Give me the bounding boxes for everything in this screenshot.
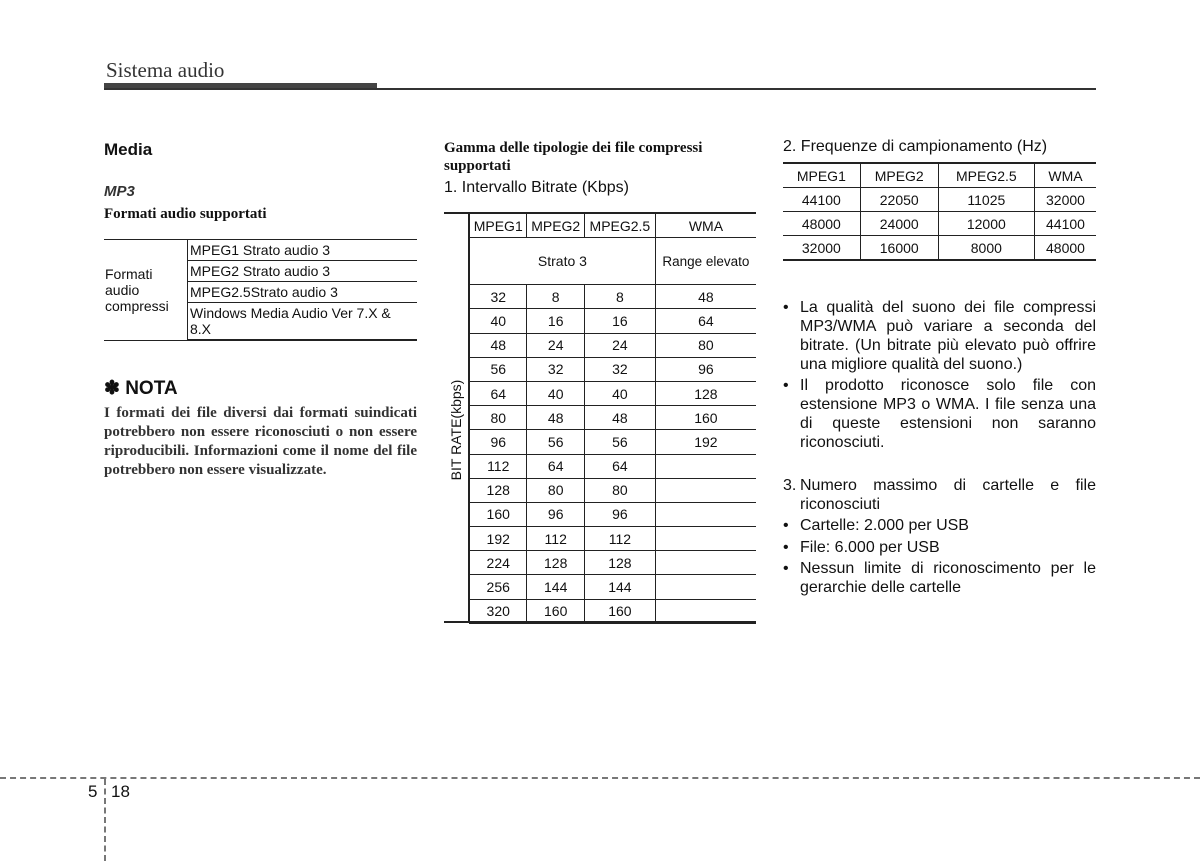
format-cell: MPEG2.5Strato audio 3 (188, 282, 418, 303)
table-cell (655, 454, 756, 478)
bullet-icon: • (783, 377, 789, 394)
bullet-text: Nessun limite di riconoscimento per le gerarchie delle cartelle (800, 560, 1096, 596)
header-rule (104, 88, 1096, 90)
table-cell: 112 (470, 454, 527, 478)
bullet-text: La qualità del suono dei file compressi MP3/WMA può variare a seconda del bitrate. (Un bitrate più elevato può offrire una migliore qualità del suono.) (800, 299, 1096, 373)
list-item (783, 538, 1096, 558)
table-cell: 144 (584, 575, 655, 599)
column-header: MPEG2 (527, 214, 584, 238)
footer-vertical-divider (104, 779, 106, 861)
table-cell: 48000 (1034, 236, 1096, 261)
table-cell: 96 (470, 430, 527, 454)
item-number: 3. (783, 477, 797, 494)
supported-formats-table (104, 239, 417, 341)
formats-row-header: Formati audio compressi (104, 240, 188, 341)
table-cell: 160 (655, 406, 756, 430)
table-row (783, 212, 1096, 236)
table-row (104, 240, 417, 261)
table-cell (655, 551, 756, 575)
bitrate-axis-label: BIT RATE(kbps) (448, 379, 464, 481)
media-heading: Media (104, 140, 153, 159)
table-cell: 48 (527, 406, 584, 430)
table-cell: 24 (527, 333, 584, 357)
note-heading: ✽ NOTA (104, 378, 178, 399)
table-cell: 112 (527, 527, 584, 551)
table-cell: 24000 (860, 212, 938, 236)
table-cell: 40 (470, 309, 527, 333)
column-header: WMA (1034, 163, 1096, 188)
table-header-row (783, 163, 1096, 188)
bullet-icon: • (783, 299, 789, 316)
table-cell: 128 (655, 381, 756, 405)
table-row (470, 478, 757, 502)
format-cell: Windows Media Audio Ver 7.X & 8.X (188, 303, 418, 341)
table-cell: 112 (584, 527, 655, 551)
list-item (783, 376, 1096, 452)
column-header: MPEG2.5 (938, 163, 1034, 188)
table-cell: 80 (470, 406, 527, 430)
table-row (470, 238, 757, 285)
table-row (470, 406, 757, 430)
table-cell: 320 (470, 599, 527, 623)
table-cell: 128 (470, 478, 527, 502)
table-cell: 96 (584, 502, 655, 526)
table-cell: 56 (470, 357, 527, 381)
list-item (783, 516, 1096, 536)
table-header-row (470, 214, 757, 238)
table-row (470, 527, 757, 551)
bullet-icon: • (783, 560, 789, 577)
table-cell: 32 (527, 357, 584, 381)
table-cell: 96 (527, 502, 584, 526)
table-cell: 44100 (1034, 212, 1096, 236)
frequency-caption: 2. Frequenze di campionamento (Hz) (783, 138, 1048, 155)
table-row (470, 309, 757, 333)
table-row (783, 188, 1096, 212)
table-row (470, 575, 757, 599)
table-cell: 12000 (938, 212, 1034, 236)
range-label: Range elevato (655, 238, 756, 285)
table-cell: 56 (527, 430, 584, 454)
table-row (470, 381, 757, 405)
mp3-subheading: MP3 (104, 183, 135, 200)
format-cell: MPEG1 Strato audio 3 (188, 240, 418, 261)
table-cell: 40 (584, 381, 655, 405)
table-cell: 64 (527, 454, 584, 478)
table-cell: 32 (584, 357, 655, 381)
max-files-heading: Numero massimo di cartelle e file riconosciuti (800, 477, 1096, 513)
table-cell (655, 478, 756, 502)
table-cell: 224 (470, 551, 527, 575)
bullet-icon: • (783, 539, 789, 556)
table-cell: 64 (470, 381, 527, 405)
column-header: MPEG2.5 (584, 214, 655, 238)
table-row (470, 551, 757, 575)
table-cell: 48 (655, 285, 756, 309)
table-cell: 80 (584, 478, 655, 502)
table-cell: 16000 (860, 236, 938, 261)
bitrate-caption: 1. Intervallo Bitrate (Kbps) (444, 179, 629, 196)
table-cell: 128 (527, 551, 584, 575)
table-cell: 48 (584, 406, 655, 430)
table-row (470, 285, 757, 309)
table-cell: 8 (584, 285, 655, 309)
bitrate-table (469, 214, 756, 624)
table-row (470, 430, 757, 454)
table-cell: 40 (527, 381, 584, 405)
table-cell: 44100 (783, 188, 860, 212)
table-cell: 24 (584, 333, 655, 357)
table-cell: 160 (527, 599, 584, 623)
table-cell: 11025 (938, 188, 1034, 212)
bullet-text: File: 6.000 per USB (800, 539, 940, 556)
table-cell: 8000 (938, 236, 1034, 261)
note-text: I formati dei file diversi dai formati suindicati potrebbero non essere riconosciuti o non essere riproducibili. Informazioni come il nome del file potrebbero non essere visualizzate. (104, 405, 417, 478)
table-cell: 48000 (783, 212, 860, 236)
footer-divider (0, 777, 1200, 779)
sampling-frequency-table (783, 162, 1096, 261)
compressed-files-heading: Gamma delle tipologie dei file compressi supportati (444, 140, 703, 174)
section-number: 5 (88, 782, 98, 801)
table-row (470, 333, 757, 357)
table-cell: 32000 (783, 236, 860, 261)
list-item (783, 559, 1096, 599)
table-cell: 16 (527, 309, 584, 333)
table-cell: 96 (655, 357, 756, 381)
table-cell: 16 (584, 309, 655, 333)
column-header: WMA (655, 214, 756, 238)
list-item (783, 298, 1096, 374)
layer-label: Strato 3 (470, 238, 656, 285)
table-cell: 256 (470, 575, 527, 599)
column-header: MPEG1 (470, 214, 527, 238)
table-cell: 144 (527, 575, 584, 599)
table-cell: 32 (470, 285, 527, 309)
table-cell: 64 (655, 309, 756, 333)
table-cell (655, 575, 756, 599)
table-cell: 80 (527, 478, 584, 502)
table-cell: 22050 (860, 188, 938, 212)
bullet-text: Il prodotto riconosce solo file con estensione MP3 o WMA. I file senza una di queste estensioni non saranno riconosciuti. (800, 377, 1096, 451)
table-cell (655, 502, 756, 526)
bitrate-table-container (444, 212, 756, 623)
table-cell: 192 (655, 430, 756, 454)
table-cell: 128 (584, 551, 655, 575)
table-row (470, 357, 757, 381)
table-row (783, 236, 1096, 261)
column-header: MPEG2 (860, 163, 938, 188)
supported-formats-heading: Formati audio supportati (104, 206, 267, 222)
bullet-text: Cartelle: 2.000 per USB (800, 517, 969, 534)
table-cell: 160 (470, 502, 527, 526)
table-cell: 64 (584, 454, 655, 478)
table-cell: 160 (584, 599, 655, 623)
table-cell (655, 599, 756, 623)
table-row (470, 502, 757, 526)
table-row (470, 454, 757, 478)
table-cell: 56 (584, 430, 655, 454)
table-cell: 192 (470, 527, 527, 551)
bitrate-axis (444, 214, 469, 621)
table-row (470, 599, 757, 623)
table-cell: 32000 (1034, 188, 1096, 212)
page-number: 18 (111, 782, 130, 801)
section-title: Sistema audio (106, 58, 225, 82)
column-header: MPEG1 (783, 163, 860, 188)
table-cell: 80 (655, 333, 756, 357)
table-cell (655, 527, 756, 551)
format-cell: MPEG2 Strato audio 3 (188, 261, 418, 282)
bullet-icon: • (783, 517, 789, 534)
table-cell: 8 (527, 285, 584, 309)
table-cell: 48 (470, 333, 527, 357)
